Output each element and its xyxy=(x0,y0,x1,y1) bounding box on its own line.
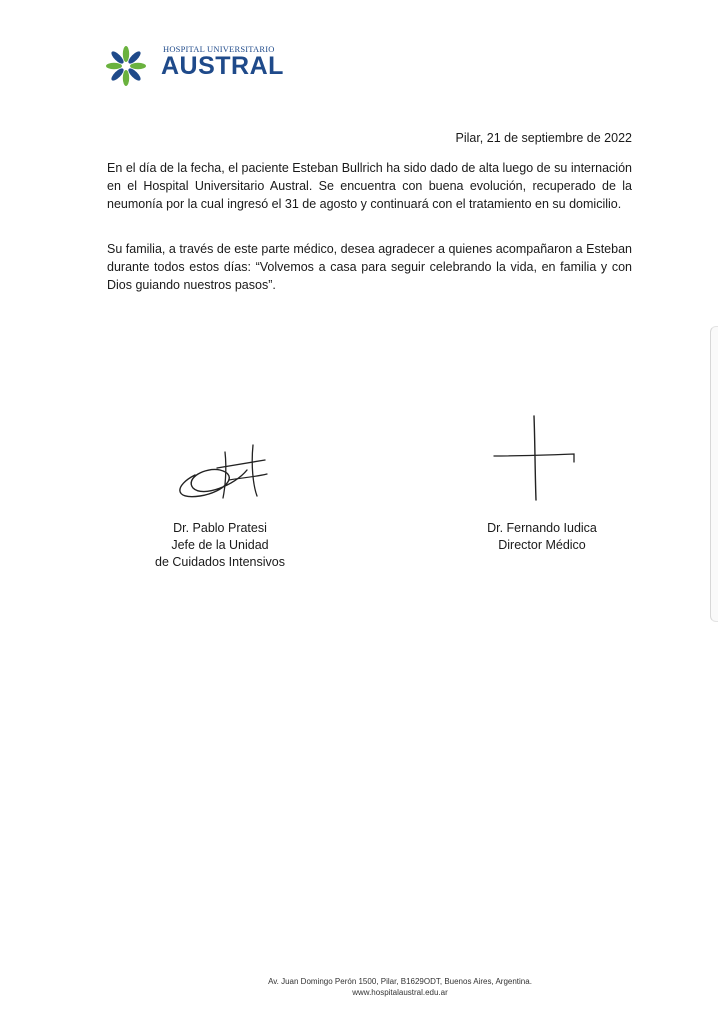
signatory-role: Director Médico xyxy=(498,538,586,552)
letter-paragraph-2: Su familia, a través de este parte médico, desea agradecer a quienes acompañaron a Esteban durante todos estos días: “Volvemos a casa para seguir celebrando la vida, en familia y con Dios guiando nuestros pasos”. xyxy=(107,242,632,292)
signatory-name: Dr. Fernando Iudica xyxy=(487,521,597,535)
signatory-block-2 xyxy=(462,520,622,554)
signatory-role: Jefe de la Unidad xyxy=(171,538,269,552)
hospital-logo xyxy=(104,38,284,94)
signatory-block-1 xyxy=(140,520,300,571)
page-footer xyxy=(200,976,600,998)
signature-iudica xyxy=(488,412,583,504)
signatory-name: Dr. Pablo Pratesi xyxy=(173,521,267,535)
flower-logo-icon xyxy=(104,38,160,94)
footer-website-link[interactable]: www.hospitalaustral.edu.ar xyxy=(352,988,448,997)
logo-title: AUSTRAL xyxy=(161,52,284,80)
letter-date: Pilar, 21 de septiembre de 2022 xyxy=(455,131,632,145)
footer-address: Av. Juan Domingo Perón 1500, Pilar, B1629ODT, Buenos Aires, Argentina. xyxy=(268,977,532,986)
signature-pratesi xyxy=(165,430,285,510)
page-edge-scroll-handle[interactable] xyxy=(710,326,718,622)
letter-paragraph-1: En el día de la fecha, el paciente Esteban Bullrich ha sido dado de alta luego de su internación en el Hospital Universitario Austral. Se encuentra con buena evolución, recuperado de la neumonía por la cual ingresó el 31 de agosto y continuará con el tratamiento en su domicilio. xyxy=(107,161,632,211)
logo-subtitle: HOSPITAL UNIVERSITARIO xyxy=(163,44,275,54)
signatory-role: de Cuidados Intensivos xyxy=(155,555,285,569)
